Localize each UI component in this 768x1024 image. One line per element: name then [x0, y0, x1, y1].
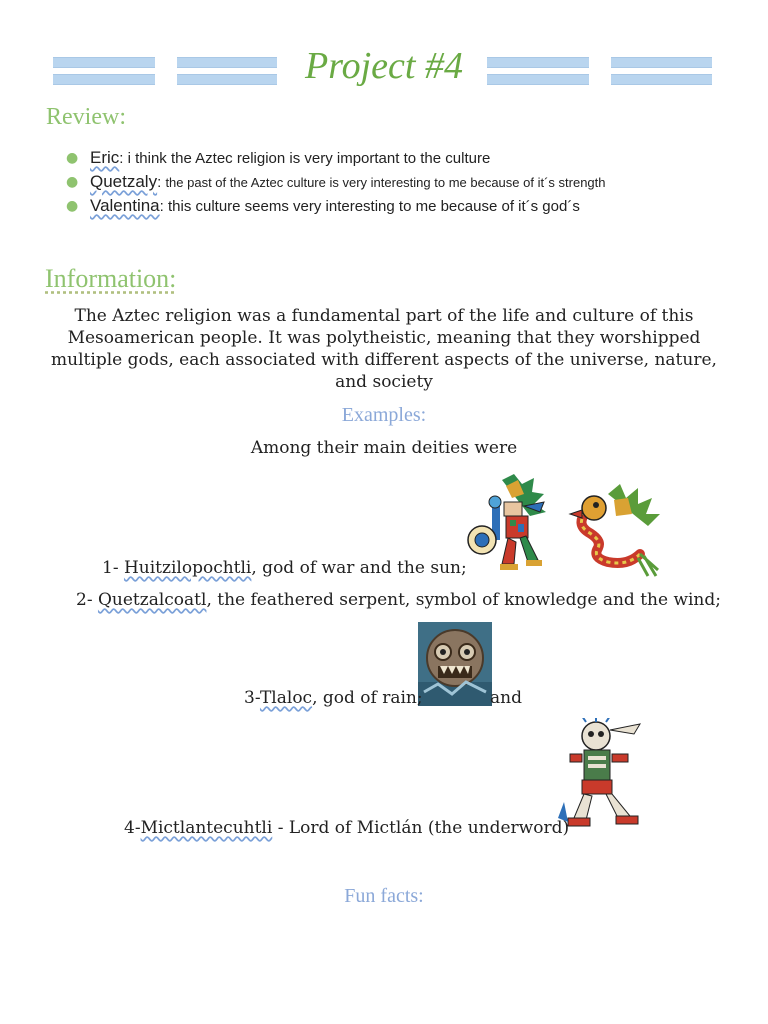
huitzilopochtli-image [462, 472, 550, 576]
deity-line-4 [124, 818, 569, 838]
fun-facts-heading: Fun facts: [344, 885, 424, 907]
deity-description: , god of rain; [312, 688, 423, 708]
review-item [66, 194, 606, 218]
tlaloc-image [418, 622, 492, 706]
deity-prefix: 3- [244, 688, 260, 708]
bullet-icon: ● [66, 174, 79, 190]
information-paragraph: The Aztec religion was a fundamental part of the life and culture of this Mesoamerican people. It was polytheistic, meaning that they worshipped multiple gods, each associated with different aspects of the universe, nature, and society [51, 306, 717, 392]
deity-prefix: 4- [124, 818, 141, 838]
deity-name: Huitzilopochtli [123, 558, 252, 578]
review-separator: : [159, 198, 168, 215]
page-title: Project #4 [305, 45, 463, 87]
review-separator: : [119, 150, 128, 167]
deity-prefix: 1- [102, 558, 124, 578]
quetzalcoatl-image [568, 484, 664, 578]
review-author: Valentina [90, 196, 160, 215]
deity-name: Quetzalcoatl [97, 590, 207, 610]
review-heading: Review: [46, 104, 126, 130]
review-author: Eric [90, 148, 120, 167]
deity-description: - Lord of Mictlán (the underword) [272, 818, 570, 838]
deity-line-1 [102, 558, 467, 578]
deity-line-3 [244, 688, 423, 708]
review-item [66, 170, 606, 194]
information-heading: Information: [45, 264, 177, 293]
deity-description: , the feathered serpent, symbol of knowledge and the wind; [206, 590, 721, 610]
mictlantecuhtli-image [556, 718, 648, 838]
examples-intro: Among their main deities were [250, 438, 518, 458]
review-list [66, 146, 606, 218]
deity-name: Tlaloc [259, 688, 313, 708]
deity-line-2 [76, 590, 721, 610]
deity-name: Mictlantecuhtli [140, 818, 273, 838]
deity-description: , god of war and the sun; [251, 558, 467, 578]
review-text: this culture seems very interesting to me because of it´s god´s [167, 198, 580, 215]
review-item [66, 146, 606, 170]
review-text: the past of the Aztec culture is very interesting to me because of it´s strength [165, 175, 606, 190]
examples-heading: Examples: [341, 404, 427, 426]
deity-prefix: 2- [76, 590, 98, 610]
review-separator: : [157, 174, 166, 191]
bullet-icon: ● [66, 150, 79, 166]
review-text: i think the Aztec religion is very important to the culture [127, 150, 491, 167]
review-author: Quetzaly [90, 172, 158, 191]
bullet-icon: ● [66, 198, 79, 214]
deity-line-3-suffix: and [490, 688, 522, 708]
